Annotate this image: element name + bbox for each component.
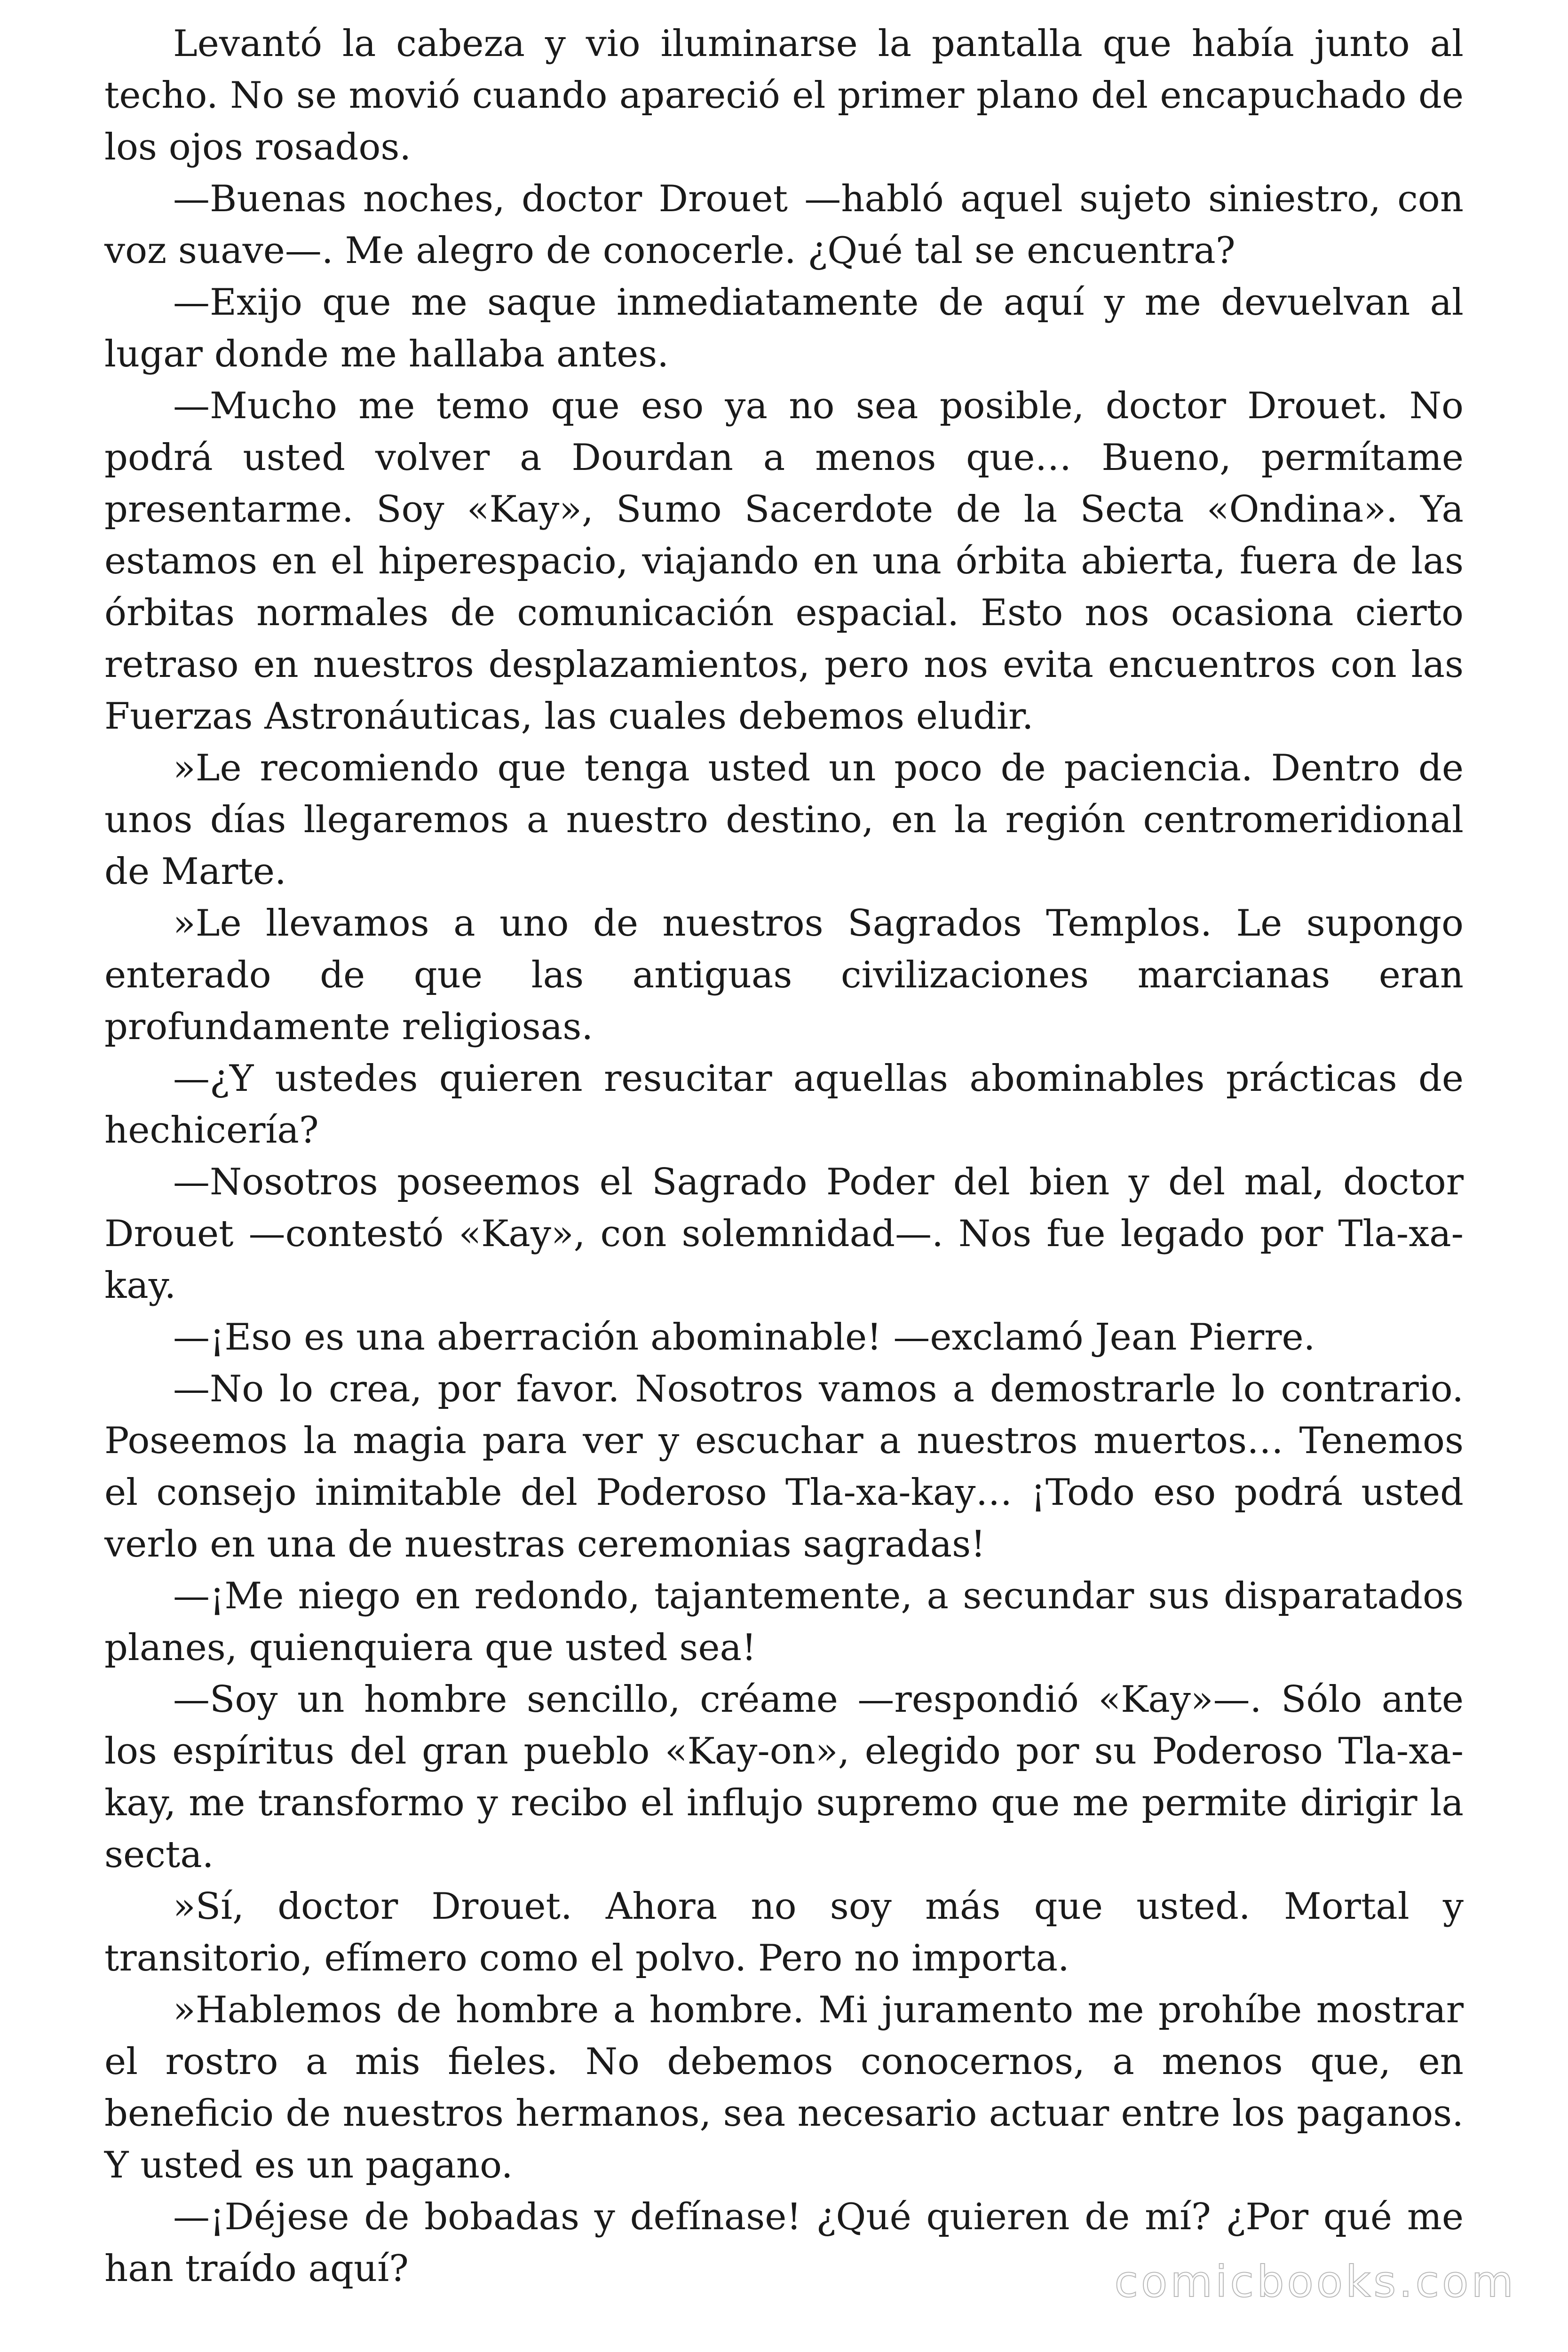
paragraph: »Sí, doctor Drouet. Ahora no soy más que usted. Mortal y transitorio, efímero como el polvo. Pero no importa. xyxy=(104,1885,1464,1979)
paragraph: —Nosotros poseemos el Sagrado Poder del bien y del mal, doctor Drouet —contestó «Kay», con solemnidad—. Nos fue legado por Tla-xa-kay. xyxy=(104,1161,1464,1307)
paragraph: »Hablemos de hombre a hombre. Mi juramento me prohíbe mostrar el rostro a mis fieles. No debemos conocernos, a menos que, en beneficio de nuestros hermanos, sea necesario actuar entre los paganos. Y usted es un pagano. xyxy=(104,1989,1464,2186)
paragraph: —Soy un hombre sencillo, créame —respondió «Kay»—. Sólo ante los espíritus del gran pueblo «Kay-on», elegido por su Poderoso Tla-xa-kay, me transformo y recibo el influjo supremo que me permite dirigir la secta. xyxy=(104,1678,1464,1876)
paragraph: »Le recomiendo que tenga usted un poco de paciencia. Dentro de unos días llegaremos a nuestro destino, en la región centromeridional de Marte. xyxy=(104,747,1464,893)
paragraph: —¡Eso es una aberración abominable! —exclamó Jean Pierre. xyxy=(173,1316,1315,1359)
paragraph: —¡Me niego en redondo, tajantemente, a secundar sus disparatados planes, quienquiera que usted sea! xyxy=(104,1575,1464,1669)
paragraph: —Buenas noches, doctor Drouet —habló aquel sujeto siniestro, con voz suave—. Me alegro de conocerle. ¿Qué tal se encuentra? xyxy=(104,178,1464,272)
paragraph: —¡Déjese de bobadas y defínase! ¿Qué quieren de mí? ¿Por qué me han traído aquí? xyxy=(104,2196,1464,2290)
paragraph: »Le llevamos a uno de nuestros Sagrados Templos. Le supongo enterado de que las antiguas civilizaciones marcianas eran profundamente religiosas. xyxy=(104,902,1464,1048)
paragraph: —No lo crea, por favor. Nosotros vamos a demostrarle lo contrario. Poseemos la magia para ver y escuchar a nuestros muertos… Tenemos el consejo inimitable del Poderoso Tla-xa-kay… ¡Todo eso podrá usted verlo en una de nuestras ceremonias sagradas! xyxy=(104,1368,1464,1565)
paragraph: —Mucho me temo que eso ya no sea posible, doctor Drouet. No podrá usted volver a Dourdan a menos que… Bueno, permítame presentarme. Soy «Kay», Sumo Sacerdote de la Secta «Ondina». Ya estamos en el hiperespacio, viajando en una órbita abierta, fuera de las órbitas normales de comunicación espacial. Esto nos ocasiona cierto retraso en nuestros desplazamientos, pero nos evita encuentros con las Fuerzas Astronáuticas, las cuales debemos eludir. xyxy=(104,385,1464,738)
paragraph: —Exijo que me saque inmediatamente de aquí y me devuelvan al lugar donde me hallaba antes. xyxy=(104,281,1464,375)
paragraph: —¿Y ustedes quieren resucitar aquellas abominables prácticas de hechicería? xyxy=(104,1057,1464,1152)
watermark: comicbooks.com xyxy=(1114,2257,1516,2307)
paragraph: Levantó la cabeza y vio iluminarse la pantalla que había junto al techo. No se movió cuando apareció el primer plano del encapuchado de los ojos rosados. xyxy=(104,23,1464,168)
